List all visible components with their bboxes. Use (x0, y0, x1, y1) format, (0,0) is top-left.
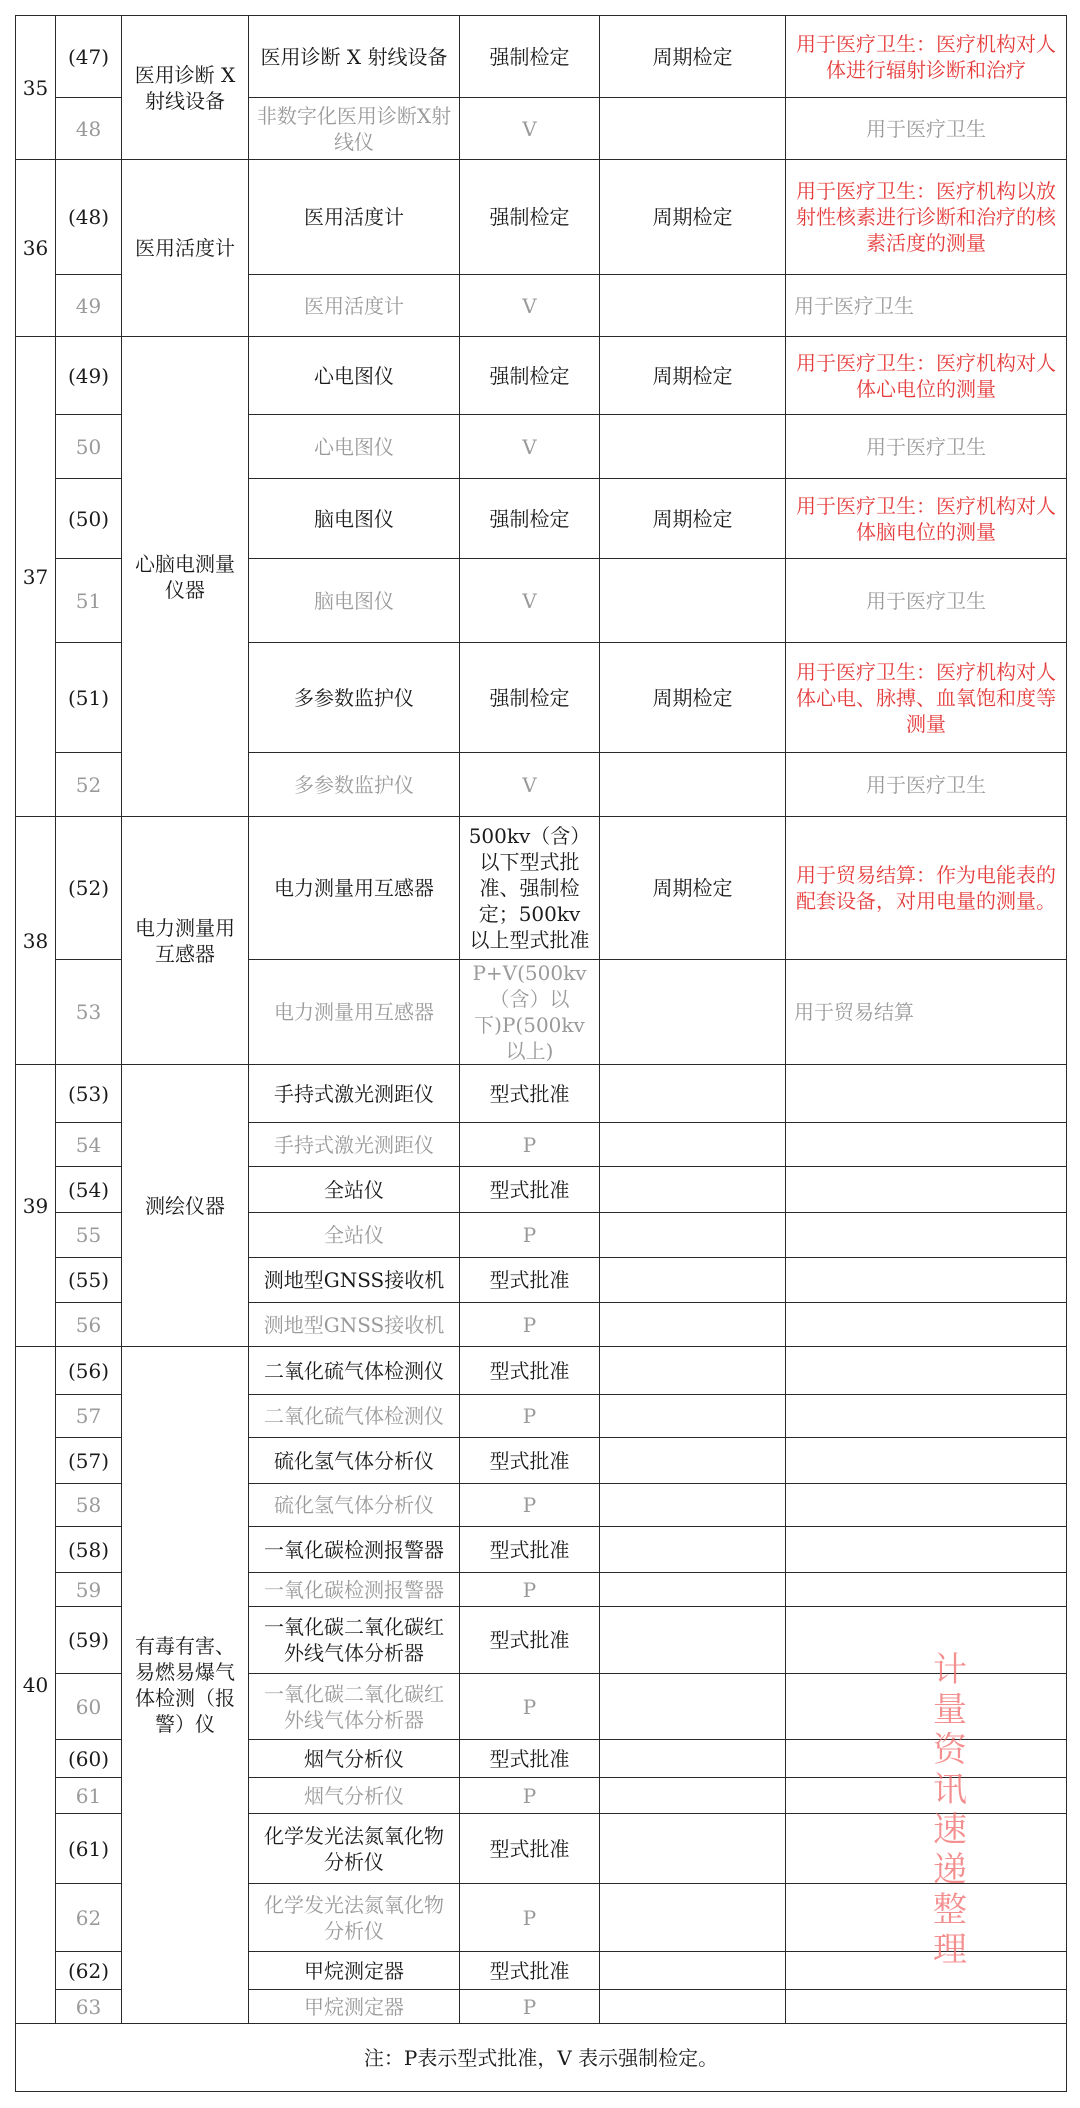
item-seq: (53) (56, 1065, 122, 1123)
verification-form: 周期检定 (600, 817, 786, 960)
verification-form (600, 1674, 786, 1740)
instrument-name: 烟气分析仪 (249, 1740, 460, 1778)
verification-form: 周期检定 (600, 16, 786, 98)
item-seq: 62 (56, 1884, 122, 1952)
instrument-name: 甲烷测定器 (249, 1990, 460, 2024)
instrument-name: 化学发光法氮氧化物分析仪 (249, 1814, 460, 1884)
item-seq: (58) (56, 1527, 122, 1573)
group-number: 37 (16, 337, 56, 817)
usage-note (786, 1527, 1067, 1573)
item-seq: (56) (56, 1347, 122, 1395)
instrument-name: 二氧化硫气体检测仪 (249, 1347, 460, 1395)
instrument-name: 电力测量用互感器 (249, 817, 460, 960)
table-row (16, 817, 1067, 960)
verification-form (600, 1990, 786, 2024)
control-method: 型式批准 (460, 1065, 600, 1123)
control-method: 型式批准 (460, 1814, 600, 1884)
item-seq: 58 (56, 1484, 122, 1527)
usage-note (786, 1952, 1067, 1990)
control-method: V (460, 98, 600, 160)
instrument-name: 医用活度计 (249, 275, 460, 337)
control-method: 强制检定 (460, 16, 600, 98)
group-name: 医用诊断 X 射线设备 (122, 16, 249, 160)
instrument-name: 手持式激光测距仪 (249, 1065, 460, 1123)
control-method: V (460, 753, 600, 817)
item-seq: (61) (56, 1814, 122, 1884)
usage-note (786, 1395, 1067, 1438)
usage-note (786, 1167, 1067, 1213)
usage-note (786, 1303, 1067, 1347)
control-method: P (460, 1778, 600, 1814)
usage-note: 用于医疗卫生：医疗机构对人体心电位的测量 (786, 337, 1067, 415)
usage-note: 用于贸易结算：作为电能表的配套设备，对用电量的测量。 (786, 817, 1067, 960)
instrument-name: 心电图仪 (249, 415, 460, 479)
instrument-name: 非数字化医用诊断X射线仪 (249, 98, 460, 160)
verification-form (600, 753, 786, 817)
item-seq: (51) (56, 643, 122, 753)
verification-form (600, 1303, 786, 1347)
item-seq: 59 (56, 1573, 122, 1607)
verification-form (600, 1213, 786, 1258)
verification-form: 周期检定 (600, 643, 786, 753)
instrument-name: 脑电图仪 (249, 479, 460, 559)
group-name: 测绘仪器 (122, 1065, 249, 1347)
instrument-name: 一氧化碳检测报警器 (249, 1527, 460, 1573)
control-method: P+V(500kv（含）以下)P(500kv以上) (460, 960, 600, 1065)
control-method: P (460, 1395, 600, 1438)
verification-form (600, 1438, 786, 1484)
instrument-name: 心电图仪 (249, 337, 460, 415)
usage-note (786, 1484, 1067, 1527)
verification-form (600, 1740, 786, 1778)
item-seq: 55 (56, 1213, 122, 1258)
usage-note (786, 1607, 1067, 1674)
usage-note (786, 1213, 1067, 1258)
item-seq: 61 (56, 1778, 122, 1814)
group-number: 36 (16, 160, 56, 337)
item-seq: 52 (56, 753, 122, 817)
verification-form: 周期检定 (600, 337, 786, 415)
item-seq: (59) (56, 1607, 122, 1674)
item-seq: (55) (56, 1258, 122, 1303)
item-seq: (47) (56, 16, 122, 98)
instrument-name: 医用活度计 (249, 160, 460, 275)
group-name: 电力测量用互感器 (122, 817, 249, 1065)
control-method: V (460, 275, 600, 337)
control-method: 型式批准 (460, 1527, 600, 1573)
control-method: 500kv（含）以下型式批准、强制检定；500kv 以上型式批准 (460, 817, 600, 960)
control-method: P (460, 1213, 600, 1258)
instrument-name: 脑电图仪 (249, 559, 460, 643)
control-method: 型式批准 (460, 1607, 600, 1674)
table-row (16, 337, 1067, 415)
instrument-name: 硫化氢气体分析仪 (249, 1484, 460, 1527)
usage-note (786, 1438, 1067, 1484)
item-seq: (50) (56, 479, 122, 559)
table-row (16, 16, 1067, 98)
group-number: 39 (16, 1065, 56, 1347)
metrology-catalog-table (15, 15, 1067, 2092)
verification-form (600, 1778, 786, 1814)
usage-note (786, 1065, 1067, 1123)
usage-note: 用于医疗卫生 (786, 559, 1067, 643)
usage-note (786, 1884, 1067, 1952)
item-seq: 48 (56, 98, 122, 160)
usage-note: 用于医疗卫生：医疗机构对人体心电、脉搏、血氧饱和度等测量 (786, 643, 1067, 753)
verification-form (600, 1814, 786, 1884)
verification-form (600, 98, 786, 160)
verification-form (600, 559, 786, 643)
group-name: 有毒有害、易燃易爆气体检测（报警）仪 (122, 1347, 249, 2024)
verification-form (600, 1347, 786, 1395)
instrument-name: 测地型GNSS接收机 (249, 1258, 460, 1303)
control-method: 强制检定 (460, 643, 600, 753)
verification-form (600, 1607, 786, 1674)
item-seq: 56 (56, 1303, 122, 1347)
instrument-name: 医用诊断 X 射线设备 (249, 16, 460, 98)
item-seq: (57) (56, 1438, 122, 1484)
group-name: 医用活度计 (122, 160, 249, 337)
control-method: 强制检定 (460, 337, 600, 415)
item-seq: (52) (56, 817, 122, 960)
item-seq: (54) (56, 1167, 122, 1213)
usage-note (786, 1347, 1067, 1395)
verification-form (600, 960, 786, 1065)
usage-note (786, 1740, 1067, 1778)
table-row (16, 2024, 1067, 2092)
item-seq: (48) (56, 160, 122, 275)
usage-note (786, 1778, 1067, 1814)
usage-note (786, 1814, 1067, 1884)
control-method: 型式批准 (460, 1952, 600, 1990)
instrument-name: 一氧化碳检测报警器 (249, 1573, 460, 1607)
instrument-name: 测地型GNSS接收机 (249, 1303, 460, 1347)
usage-note: 用于医疗卫生：医疗机构对人体进行辐射诊断和治疗 (786, 16, 1067, 98)
instrument-name: 手持式激光测距仪 (249, 1123, 460, 1167)
item-seq: 50 (56, 415, 122, 479)
verification-form (600, 1484, 786, 1527)
item-seq: 63 (56, 1990, 122, 2024)
usage-note: 用于医疗卫生 (786, 98, 1067, 160)
usage-note: 用于医疗卫生：医疗机构对人体脑电位的测量 (786, 479, 1067, 559)
item-seq: 49 (56, 275, 122, 337)
instrument-name: 化学发光法氮氧化物分析仪 (249, 1884, 460, 1952)
verification-form (600, 1123, 786, 1167)
instrument-name: 一氧化碳二氧化碳红外线气体分析器 (249, 1607, 460, 1674)
instrument-name: 多参数监护仪 (249, 753, 460, 817)
table-row (16, 160, 1067, 275)
verification-form (600, 1573, 786, 1607)
verification-form (600, 1884, 786, 1952)
control-method: P (460, 1123, 600, 1167)
usage-note (786, 1123, 1067, 1167)
instrument-name: 烟气分析仪 (249, 1778, 460, 1814)
item-seq: 51 (56, 559, 122, 643)
control-method: V (460, 559, 600, 643)
control-method: 强制检定 (460, 160, 600, 275)
group-name: 心脑电测量仪器 (122, 337, 249, 817)
instrument-name: 一氧化碳二氧化碳红外线气体分析器 (249, 1674, 460, 1740)
table-row (16, 1347, 1067, 1395)
item-seq: 53 (56, 960, 122, 1065)
verification-form (600, 275, 786, 337)
item-seq: (60) (56, 1740, 122, 1778)
usage-note (786, 1258, 1067, 1303)
instrument-name: 二氧化硫气体检测仪 (249, 1395, 460, 1438)
instrument-name: 电力测量用互感器 (249, 960, 460, 1065)
verification-form (600, 1167, 786, 1213)
control-method: P (460, 1674, 600, 1740)
usage-note: 用于医疗卫生：医疗机构以放射性核素进行诊断和治疗的核素活度的测量 (786, 160, 1067, 275)
control-method: 强制检定 (460, 479, 600, 559)
verification-form (600, 415, 786, 479)
usage-note (786, 1573, 1067, 1607)
control-method: 型式批准 (460, 1740, 600, 1778)
verification-form: 周期检定 (600, 160, 786, 275)
control-method: P (460, 1303, 600, 1347)
control-method: 型式批准 (460, 1258, 600, 1303)
control-method: V (460, 415, 600, 479)
usage-note: 用于贸易结算 (786, 960, 1067, 1065)
usage-note (786, 1990, 1067, 2024)
control-method: P (460, 1884, 600, 1952)
item-seq: (49) (56, 337, 122, 415)
group-number: 35 (16, 16, 56, 160)
item-seq: 60 (56, 1674, 122, 1740)
usage-note: 用于医疗卫生 (786, 415, 1067, 479)
control-method: 型式批准 (460, 1438, 600, 1484)
instrument-name: 全站仪 (249, 1167, 460, 1213)
verification-form (600, 1065, 786, 1123)
item-seq: 54 (56, 1123, 122, 1167)
verification-form (600, 1258, 786, 1303)
table-row (16, 1065, 1067, 1123)
instrument-name: 全站仪 (249, 1213, 460, 1258)
item-seq: 57 (56, 1395, 122, 1438)
group-number: 40 (16, 1347, 56, 2024)
verification-form (600, 1952, 786, 1990)
instrument-name: 多参数监护仪 (249, 643, 460, 753)
control-method: P (460, 1484, 600, 1527)
control-method: 型式批准 (460, 1347, 600, 1395)
verification-form: 周期检定 (600, 479, 786, 559)
usage-note: 用于医疗卫生 (786, 275, 1067, 337)
control-method: P (460, 1573, 600, 1607)
footnote: 注：P表示型式批准，V 表示强制检定。 (16, 2024, 1067, 2092)
item-seq: (62) (56, 1952, 122, 1990)
group-number: 38 (16, 817, 56, 1065)
instrument-name: 甲烷测定器 (249, 1952, 460, 1990)
usage-note: 用于医疗卫生 (786, 753, 1067, 817)
control-method: 型式批准 (460, 1167, 600, 1213)
verification-form (600, 1527, 786, 1573)
watermark-text: 计 量 资 讯 速 递 整 理 (933, 1650, 967, 1970)
instrument-name: 硫化氢气体分析仪 (249, 1438, 460, 1484)
usage-note (786, 1674, 1067, 1740)
control-method: P (460, 1990, 600, 2024)
verification-form (600, 1395, 786, 1438)
